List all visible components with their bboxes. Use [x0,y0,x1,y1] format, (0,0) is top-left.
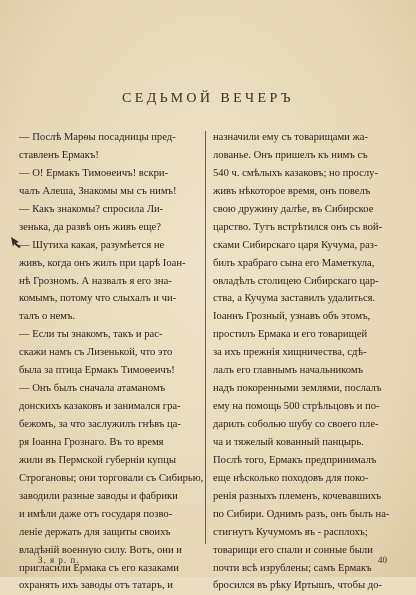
text-line: стигнутъ Кучумомъ въ - расплохъ; [213,526,368,538]
text-line: Послѣ того, Ермакъ предпринималъ [213,454,377,466]
text-line: охранять ихъ заводы отъ татаръ, и [19,580,173,592]
text-line: скажи намъ съ Лизенькой, что это [19,347,173,359]
text-line: заводили разные заводы и фабрики [19,490,178,502]
pointing-hand-icon [10,233,24,249]
text-line: владѣній военную силу. Вотъ, они и [19,544,182,556]
text-line: пригласили Ермака съ его казаками [19,562,179,574]
chapter-heading: СЕДЬМОЙ ВЕЧЕРЪ [122,91,294,106]
text-line: царство. Тутъ встрѣтился онъ съ вой- [213,221,383,233]
text-line: надъ покоренными землями, послалъ [213,383,382,395]
text-line: ства, а Кучума заставилъ удалиться. [213,293,376,305]
text-line: — Шутиха какая, разумѣется не [19,239,165,251]
text-line: 540 ч. смѣлыхъ казаковъ; но прослу- [213,167,378,179]
text-line: ренія разныхъ племенъ, кочевавшихъ [213,490,382,502]
text-line: бежомъ, за что заслужилъ гнѣвъ ца- [19,419,181,430]
text-line: была за птица Ермакъ Тимоѳеичъ! [19,365,175,377]
text-line: назначили ему съ товарищами жа- [213,132,369,143]
text-line: ставленъ Ермакъ! [19,149,99,161]
text-line: комымъ, потому что слыхалъ и чи- [19,293,177,305]
text-line: — Онъ былъ сначала атаманомъ [19,383,166,395]
text-line: леніе держать для защиты своихъ [19,526,171,538]
text-line: бросился въ рѣку Иртышъ, чтобы до- [213,580,382,592]
text-line: жили въ Пермской губерніи купцы [19,454,177,466]
text-line: — О! Ермакъ Тимоѳеичъ! вскри- [19,167,169,179]
text-line: ря Іоанна Грознаго. Въ то время [19,436,164,448]
text-line: живъ нѣкоторое время, онъ повелъ [213,185,371,197]
text-line: лалъ его главнымъ начальникомъ [213,365,364,377]
text-line: зенька, да развѣ онъ живъ еще? [19,221,161,233]
text-line: донскихъ казаковъ и занимался гра- [19,401,181,413]
text-line: Іоаннъ Грозный, узнавъ объ этомъ, [213,311,371,323]
column-divider [205,131,206,544]
text-line: нѣ Грозномъ. А назвалъ я его зна- [19,275,172,287]
text-line: дарилъ соболью шубу со своего пле- [213,419,379,430]
printer-signature: З. я р. п. [38,555,80,565]
text-line: лованье. Онъ пришелъ къ нимъ съ [213,149,368,161]
text-line: товарищи его спали и сонные были [213,544,373,556]
text-line: — Если ты знакомъ, такъ и рас- [19,329,163,341]
text-line: сками Сибирскаго царя Кучума, раз- [213,239,378,251]
text-line: и имѣли даже отъ государя позво- [19,508,173,520]
right-column [213,129,401,595]
text-line: ча и тяжелый кованный панцырь. [213,436,364,448]
text-line: по Сибири. Однимъ разъ, онъ былъ на- [213,508,390,520]
text-line: Строгановы; они торговали съ Сибирью, [19,472,204,484]
text-line: — Какъ знакомы? спросила Ли- [19,203,164,215]
text-line: еще нѣсколько походовъ для поко- [213,472,369,484]
text-line: простилъ Ермака и его товарищей [213,329,368,341]
text-line: — Послѣ Марѳы посадницы пред- [19,132,176,143]
text-line: ему на помощь 500 стрѣльцовъ и по- [213,401,380,413]
text-line: билъ храбраго сына его Маметкула, [213,257,375,269]
text-line: чалъ Алеша, Знакомы мы съ нимъ! [19,185,177,197]
text-line: талъ о немъ. [19,311,76,323]
text-line: почти всѣ изрублены; самъ Ермакъ [213,562,372,574]
text-line: свою дружину далѣе, въ Сибирское [213,203,374,215]
text-line: живъ, когда онъ жилъ при царѣ Іоан- [19,257,186,269]
text-line: за ихъ прежнія хищничества, сдѣ- [213,347,367,359]
left-column [19,129,203,595]
page-number: 40 [378,555,387,565]
text-line: овладѣлъ столицею Сибирскаго цар- [213,275,379,287]
